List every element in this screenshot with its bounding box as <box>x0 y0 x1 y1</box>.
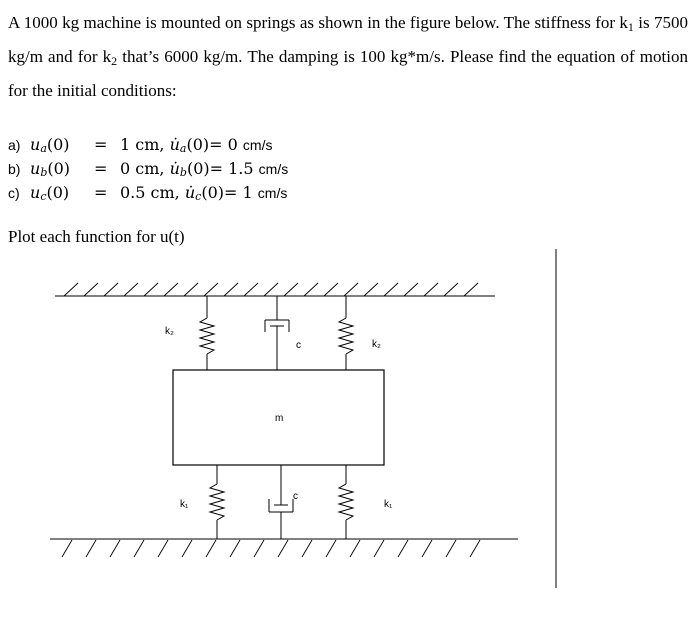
case-variable: ub(0) <box>30 159 71 179</box>
upper-damper <box>265 296 289 370</box>
upper-right-spring-label: k₂ <box>372 339 381 350</box>
plot-instruction: Plot each function for u(t) <box>8 227 185 246</box>
upper-left-spring-label: k₂ <box>165 326 174 337</box>
subscript: 2 <box>111 54 118 68</box>
upper-right-spring <box>339 296 353 370</box>
case-values: 0 cm, u̇b(0)= 1.5 cm/s <box>120 159 289 179</box>
upper-left-spring <box>200 296 214 370</box>
subscript: 1 <box>627 20 634 34</box>
equals-sign: = <box>94 159 108 178</box>
case-variable: ua(0) <box>30 135 70 155</box>
lower-right-spring-label: k₁ <box>384 499 393 510</box>
case-values: 0.5 cm, u̇c(0)= 1 cm/s <box>120 183 288 203</box>
lower-damper <box>269 465 293 539</box>
lower-right-spring <box>339 465 353 539</box>
upper-damper-label: c <box>296 340 301 351</box>
lower-left-spring-label: k₁ <box>180 499 189 510</box>
case-label: c) <box>8 185 20 201</box>
equals-sign: = <box>94 135 108 154</box>
case-label: a) <box>8 137 21 153</box>
lower-left-spring <box>210 465 224 539</box>
case-label: b) <box>8 161 21 177</box>
lower-damper-label: c <box>293 491 298 502</box>
mass-label: m <box>275 413 284 424</box>
equals-sign: = <box>94 183 108 202</box>
case-values: 1 cm, u̇a(0)= 0 cm/s <box>120 135 273 155</box>
bottom-ground-hatch <box>62 540 480 557</box>
case-variable: uc(0) <box>30 183 70 203</box>
problem-paragraph: A 1000 kg machine is mounted on springs as shown in the figure below. The stiffness for $k_1$ is 7500 kg/m and for $k_2$ that’s 6000 kg/m. The damping is 100 kg*m/s. Please find the equation of motion for the initial conditions: <box>8 13 688 100</box>
top-ground-hatch <box>64 283 478 296</box>
